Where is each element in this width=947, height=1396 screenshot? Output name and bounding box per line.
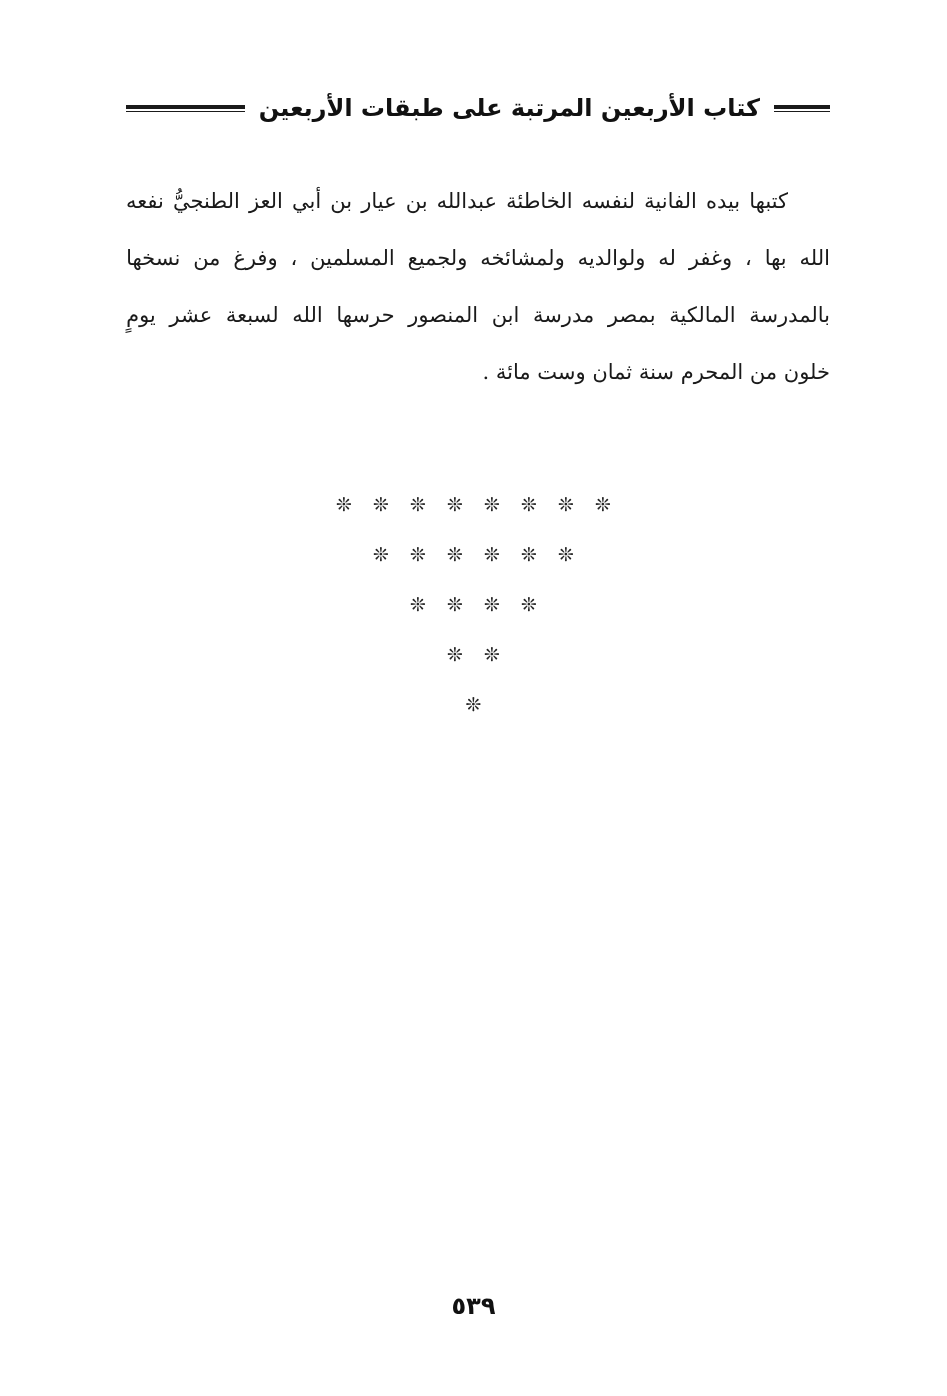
colophon-word: بمصر (607, 302, 656, 327)
colophon-word: له (658, 245, 676, 270)
star-ornament-icon: ❊ (410, 593, 426, 616)
ornament-row (0, 630, 947, 680)
colophon-word: الفانية (644, 188, 697, 213)
star-ornament-icon: ❊ (595, 493, 611, 516)
star-ornament-icon: ❊ (465, 693, 482, 716)
star-ornament-icon: ❊ (447, 543, 463, 566)
colophon-word: الخاطئة (506, 188, 573, 213)
running-header (126, 86, 830, 130)
colophon-word: لسبعة (225, 302, 279, 327)
ornament-row (0, 480, 947, 530)
colophon-line (126, 286, 830, 343)
star-ornament-icon: ❊ (558, 493, 574, 516)
star-ornament-icon: ❊ (558, 543, 574, 566)
colophon-word: كتبها (749, 188, 788, 213)
star-ornament-icon: ❊ (521, 493, 537, 516)
star-ornament-icon: ❊ (447, 643, 463, 666)
colophon-line: خلون من المحرم سنة ثمان وست مائة . (482, 359, 830, 384)
colophon-word: نسخها (126, 245, 181, 270)
colophon-line (126, 172, 830, 229)
colophon-word: الله (799, 245, 830, 270)
colophon-word: حرسها (336, 302, 395, 327)
book-title: كتاب الأربعين المرتبة على طبقات الأربعين (258, 94, 760, 122)
colophon-word: بها (764, 245, 787, 270)
star-ornament-icon: ❊ (447, 593, 463, 616)
colophon-word: العز (248, 188, 283, 213)
star-ornament-icon: ❊ (410, 543, 426, 566)
colophon-word: عيار (361, 188, 397, 213)
star-ornament-icon: ❊ (521, 543, 537, 566)
colophon-paragraph (126, 172, 830, 400)
colophon-word: بن (405, 188, 428, 213)
colophon-word: يومٍ (126, 302, 156, 327)
colophon-word: ولوالديه (577, 245, 646, 270)
colophon-word: نفعه (126, 188, 164, 213)
colophon-word: المالكية (669, 302, 736, 327)
header-rule-right (774, 105, 830, 112)
star-ornament-icon: ❊ (484, 493, 500, 516)
colophon-word: الطنجيُّ (172, 188, 240, 213)
star-ornament-icon: ❊ (484, 593, 500, 616)
colophon-word: الله (292, 302, 323, 327)
colophon-word: لنفسه (581, 188, 636, 213)
colophon-word: ولمشائخه (480, 245, 565, 270)
colophon-word: المسلمين (310, 245, 395, 270)
colophon-word: المنصور (408, 302, 479, 327)
colophon-word: ابن (491, 302, 520, 327)
header-rule-left (126, 105, 245, 112)
colophon-word: ، (745, 245, 752, 270)
star-ornament-icon: ❊ (410, 493, 426, 516)
star-ornament-icon: ❊ (373, 543, 389, 566)
ornament-row (0, 580, 947, 630)
colophon-word: وغفر (688, 245, 733, 270)
colophon-word: ، (290, 245, 298, 270)
colophon-word: عبدالله (436, 188, 497, 213)
colophon-word: مدرسة (532, 302, 595, 327)
star-ornament-icon: ❊ (373, 493, 389, 516)
colophon-line (126, 229, 830, 286)
page-number: ٥٣٩ (451, 1292, 496, 1320)
star-ornament-icon: ❊ (521, 593, 537, 616)
colophon-word: أبي (291, 188, 322, 213)
star-ornament-icon: ❊ (336, 493, 352, 516)
colophon-word: عشر (169, 302, 213, 327)
colophon-word: بالمدرسة (749, 302, 830, 327)
colophon-word: ولجميع (407, 245, 468, 270)
colophon-word: بيده (705, 188, 741, 213)
ornament-row (0, 530, 947, 580)
colophon-word: بن (330, 188, 353, 213)
colophon-word: من (193, 245, 221, 270)
star-ornament-icon: ❊ (447, 493, 463, 516)
star-triangle-ornament (0, 480, 947, 730)
ornament-row (0, 680, 947, 730)
star-ornament-icon: ❊ (484, 543, 500, 566)
colophon-word: وفرغ (233, 245, 278, 270)
star-ornament-icon: ❊ (484, 643, 500, 666)
